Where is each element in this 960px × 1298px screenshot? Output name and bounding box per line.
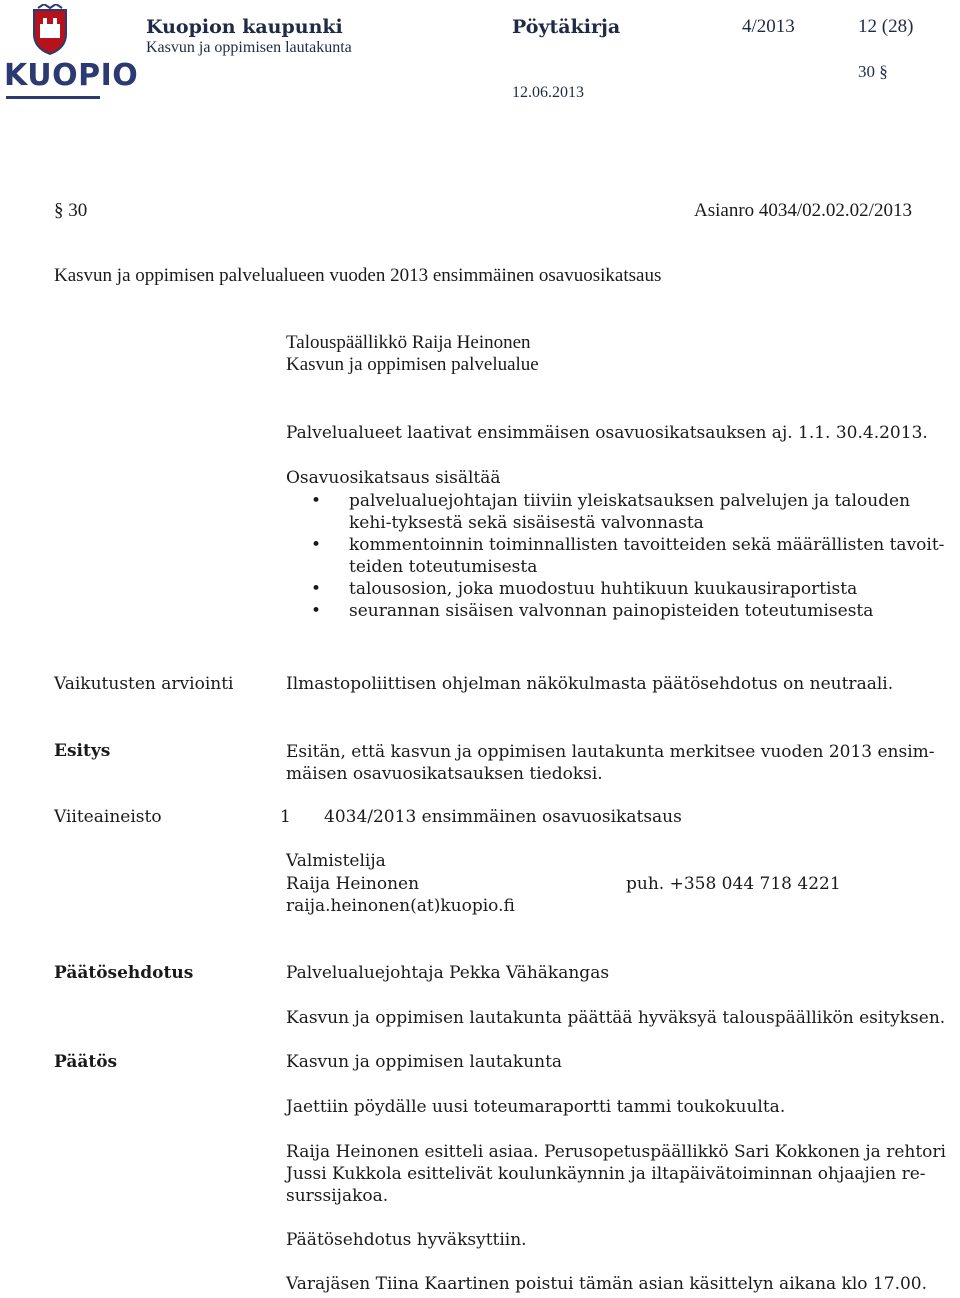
kuopio-logo	[4, 4, 139, 96]
org-name: Kuopion kaupunki	[146, 16, 343, 38]
decision-by: Kasvun ja oppimisen lautakunta	[286, 1052, 563, 1072]
decision-proposal-text: Kasvun ja oppimisen lautakunta päättää hyväksyä talouspäällikön esityksen.	[286, 1008, 946, 1028]
bullet-icon: •	[310, 535, 322, 555]
proposal-label: Esitys	[54, 741, 111, 761]
decision-paragraph-2: Raija Heinonen esitteli asiaa. Perusopetuspäällikkö Sari Kokkonen ja rehtori Jussi Kukkola esittelivät koulunkäynnin ja iltapäivätoiminnan ohjaajien re-surssijakoa.	[286, 1142, 946, 1206]
decision-paragraph-3: Päätösehdotus hyväksyttiin.	[286, 1230, 527, 1250]
presenter-unit: Kasvun ja oppimisen palvelualue	[286, 354, 539, 375]
list-item	[310, 578, 953, 600]
page-number: 12 (28)	[858, 16, 914, 37]
list-item	[310, 600, 953, 622]
bullet-icon: •	[310, 579, 322, 599]
list-item-text: kommentoinnin toiminnallisten tavoitteiden sekä määrällisten tavoit-teiden toteutumisesta	[349, 535, 945, 577]
committee-name: Kasvun ja oppimisen lautakunta	[146, 39, 352, 56]
section-ref: 30 §	[858, 62, 888, 81]
section-number: § 30	[54, 200, 88, 221]
proposal-text: Esitän, että kasvun ja oppimisen lautakunta merkitsee vuoden 2013 ensim-mäisen osavuosikatsauksen tiedoksi.	[286, 742, 935, 784]
list-item-text: talousosion, joka muodostuu huhtikuun kuukausiraportista	[349, 579, 858, 599]
reference-number: 1	[280, 807, 291, 827]
doc-number: 4/2013	[742, 16, 795, 37]
preparer-label: Valmistelija	[286, 851, 386, 871]
case-id: Asianro 4034/02.02.02/2013	[694, 200, 912, 221]
logo-underline	[6, 96, 100, 99]
doc-type: Pöytäkirja	[512, 16, 621, 38]
impact-text: Ilmastopoliittisen ohjelman näkökulmasta päätösehdotus on neutraali.	[286, 674, 894, 694]
decision-proposal-label: Päätösehdotus	[54, 963, 194, 983]
intro-text: Palvelualueet laativat ensimmäisen osavuosikatsauksen aj. 1.1. 30.4.2013.	[286, 423, 928, 443]
preparer-email: raija.heinonen(at)kuopio.fi	[286, 896, 515, 916]
list-item-text: seurannan sisäisen valvonnan painopisteiden toteutumisesta	[349, 601, 874, 621]
preparer-name: Raija Heinonen	[286, 874, 420, 894]
impact-label: Vaikutusten arviointi	[54, 674, 234, 694]
bullet-icon: •	[310, 601, 322, 621]
presenter-title: Talouspäällikkö Raija Heinonen	[286, 332, 531, 353]
preparer-phone: puh. +358 044 718 4221	[626, 874, 841, 894]
city-crest-icon	[30, 4, 70, 56]
list-heading: Osavuosikatsaus sisältää	[286, 468, 501, 488]
bullet-icon: •	[310, 491, 322, 511]
reference-item: 4034/2013 ensimmäinen osavuosikatsaus	[324, 807, 682, 827]
case-title: Kasvun ja oppimisen palvelualueen vuoden 2013 ensimmäinen osavuosikatsaus	[54, 265, 662, 286]
decision-label: Päätös	[54, 1052, 118, 1072]
references-label: Viiteaineisto	[54, 807, 162, 827]
meeting-date: 12.06.2013	[512, 84, 584, 101]
list-item-text: palvelualuejohtajan tiiviin yleiskatsauksen palvelujen ja talouden kehi-tyksestä sekä sisäisestä valvonnasta	[349, 491, 911, 533]
list-item	[310, 490, 953, 534]
content-bullet-list	[310, 490, 953, 622]
list-item	[310, 534, 953, 578]
decision-paragraph-4: Varajäsen Tiina Kaartinen poistui tämän asian käsittelyn aikana klo 17.00.	[286, 1274, 928, 1294]
logo-wordmark: KUOPIO	[4, 58, 139, 93]
decision-paragraph-1: Jaettiin pöydälle uusi toteumaraportti tammi toukokuulta.	[286, 1097, 786, 1117]
decision-proposal-by: Palvelualuejohtaja Pekka Vähäkangas	[286, 963, 610, 983]
